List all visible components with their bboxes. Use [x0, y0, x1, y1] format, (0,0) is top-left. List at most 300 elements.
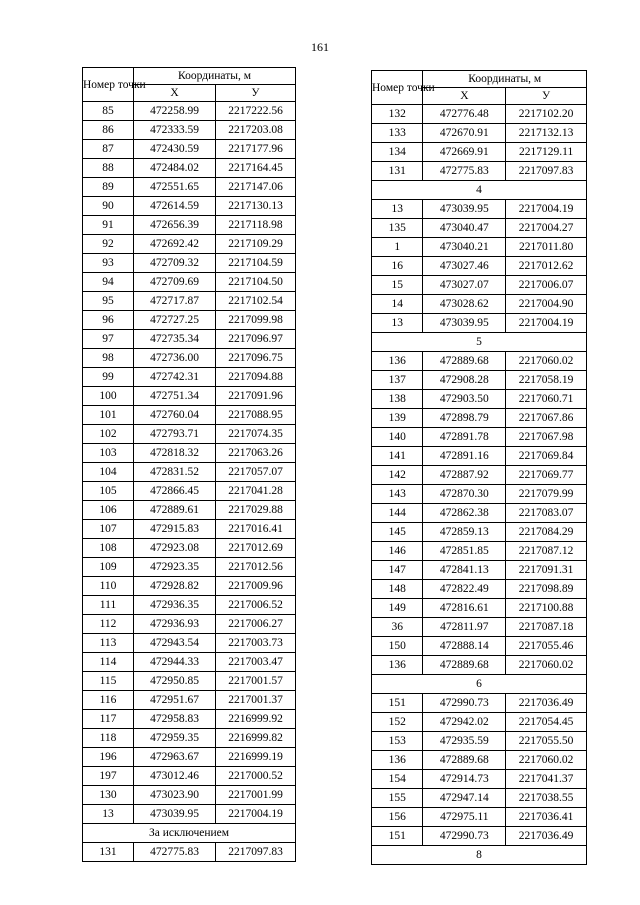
- point-number-header: Номер точки: [83, 68, 134, 102]
- x-coordinate-cell: 472430.59: [134, 140, 216, 159]
- x-coordinate-cell: 473040.21: [423, 238, 506, 257]
- x-coordinate-cell: 472887.92: [423, 466, 506, 485]
- table-row: [83, 178, 296, 197]
- table-row: [372, 447, 587, 466]
- y-coordinate-cell: 2217060.02: [506, 656, 587, 675]
- point-number-cell: 101: [83, 406, 134, 425]
- table-row: [83, 406, 296, 425]
- point-number-cell: 88: [83, 159, 134, 178]
- point-number-cell: 130: [83, 786, 134, 805]
- point-number-cell: 36: [372, 618, 423, 637]
- point-number-cell: 104: [83, 463, 134, 482]
- point-number-cell: 145: [372, 523, 423, 542]
- x-header: X: [134, 85, 216, 102]
- table-row: [83, 653, 296, 672]
- x-header: X: [423, 88, 506, 105]
- table-row: [83, 710, 296, 729]
- x-coordinate-cell: 472870.30: [423, 485, 506, 504]
- y-coordinate-cell: 2217038.55: [506, 789, 587, 808]
- table-row: [83, 577, 296, 596]
- x-coordinate-cell: 472775.83: [134, 843, 216, 862]
- x-coordinate-cell: 473012.46: [134, 767, 216, 786]
- x-coordinate-cell: 472950.85: [134, 672, 216, 691]
- y-coordinate-cell: 2217041.28: [216, 482, 296, 501]
- table-row: [83, 634, 296, 653]
- table-row: [372, 789, 587, 808]
- x-coordinate-cell: 472923.35: [134, 558, 216, 577]
- point-number-cell: 151: [372, 694, 423, 713]
- point-number-cell: 98: [83, 349, 134, 368]
- y-coordinate-cell: 2217132.13: [506, 124, 587, 143]
- point-number-cell: 152: [372, 713, 423, 732]
- y-coordinate-cell: 2217055.46: [506, 637, 587, 656]
- point-number-cell: 140: [372, 428, 423, 447]
- point-number-cell: 112: [83, 615, 134, 634]
- y-coordinate-cell: 2217036.41: [506, 808, 587, 827]
- point-number-cell: 106: [83, 501, 134, 520]
- table-row: [83, 311, 296, 330]
- point-number-cell: 148: [372, 580, 423, 599]
- y-coordinate-cell: 2217083.07: [506, 504, 587, 523]
- y-coordinate-cell: 2217129.11: [506, 143, 587, 162]
- y-coordinate-cell: 2217001.57: [216, 672, 296, 691]
- table-row: [372, 827, 587, 846]
- y-coordinate-cell: 2217100.88: [506, 599, 587, 618]
- x-coordinate-cell: 472944.33: [134, 653, 216, 672]
- x-coordinate-cell: 472736.00: [134, 349, 216, 368]
- y-coordinate-cell: 2217084.29: [506, 523, 587, 542]
- point-number-cell: 94: [83, 273, 134, 292]
- y-coordinate-cell: 2217012.62: [506, 257, 587, 276]
- table-row: [372, 637, 587, 656]
- point-number-cell: 136: [372, 656, 423, 675]
- x-coordinate-cell: 473023.90: [134, 786, 216, 805]
- coordinates-table-right: [371, 70, 587, 865]
- x-coordinate-cell: 472935.59: [423, 732, 506, 751]
- table-row: [372, 523, 587, 542]
- table-row: [372, 371, 587, 390]
- table-row: [372, 409, 587, 428]
- table-row: [372, 276, 587, 295]
- section-label: 5: [372, 333, 587, 352]
- y-coordinate-cell: 2217164.45: [216, 159, 296, 178]
- y-coordinate-cell: 2217069.84: [506, 447, 587, 466]
- point-number-cell: 146: [372, 542, 423, 561]
- point-number-cell: 93: [83, 254, 134, 273]
- point-number-cell: 13: [83, 805, 134, 824]
- x-coordinate-cell: 472914.73: [423, 770, 506, 789]
- point-number-cell: 108: [83, 539, 134, 558]
- section-row: [83, 824, 296, 843]
- y-coordinate-cell: 2217060.02: [506, 352, 587, 371]
- table-row: [372, 542, 587, 561]
- x-coordinate-cell: 472903.50: [423, 390, 506, 409]
- y-coordinate-cell: 2217097.83: [216, 843, 296, 862]
- point-number-cell: 110: [83, 577, 134, 596]
- x-coordinate-cell: 472831.52: [134, 463, 216, 482]
- table-row: [372, 694, 587, 713]
- y-header: У: [506, 88, 587, 105]
- table-row: [83, 444, 296, 463]
- point-number-cell: 151: [372, 827, 423, 846]
- x-coordinate-cell: 472818.32: [134, 444, 216, 463]
- y-coordinate-cell: 2217074.35: [216, 425, 296, 444]
- table-row: [372, 238, 587, 257]
- table-row: [83, 273, 296, 292]
- section-row: [372, 181, 587, 200]
- table-row: [83, 843, 296, 862]
- y-coordinate-cell: 2217104.50: [216, 273, 296, 292]
- table-row: [83, 501, 296, 520]
- x-coordinate-cell: 472735.34: [134, 330, 216, 349]
- table-row: [83, 691, 296, 710]
- x-coordinate-cell: 472908.28: [423, 371, 506, 390]
- table-row: [372, 713, 587, 732]
- table-row: [372, 808, 587, 827]
- point-number-cell: 105: [83, 482, 134, 501]
- point-number-cell: 153: [372, 732, 423, 751]
- y-coordinate-cell: 2217004.90: [506, 295, 587, 314]
- y-coordinate-cell: 2217003.73: [216, 634, 296, 653]
- y-coordinate-cell: 2217012.56: [216, 558, 296, 577]
- x-coordinate-cell: 472990.73: [423, 694, 506, 713]
- table-row: [372, 314, 587, 333]
- y-coordinate-cell: 2217091.31: [506, 561, 587, 580]
- x-coordinate-cell: 472717.87: [134, 292, 216, 311]
- coordinates-table-body: [83, 102, 296, 862]
- table-row: [372, 732, 587, 751]
- point-number-cell: 85: [83, 102, 134, 121]
- y-coordinate-cell: 2217109.29: [216, 235, 296, 254]
- x-coordinate-cell: 472859.13: [423, 523, 506, 542]
- table-row: [372, 352, 587, 371]
- point-number-cell: 144: [372, 504, 423, 523]
- x-coordinate-cell: 472258.99: [134, 102, 216, 121]
- table-row: [372, 428, 587, 447]
- y-coordinate-cell: 2217006.52: [216, 596, 296, 615]
- y-coordinate-cell: 2217104.59: [216, 254, 296, 273]
- x-coordinate-cell: 472990.73: [423, 827, 506, 846]
- table-row: [83, 159, 296, 178]
- table-row: [83, 425, 296, 444]
- section-label: За исключением: [83, 824, 296, 843]
- y-header: У: [216, 85, 296, 102]
- table-row: [83, 615, 296, 634]
- y-coordinate-cell: 2217055.50: [506, 732, 587, 751]
- x-coordinate-cell: 473027.07: [423, 276, 506, 295]
- x-coordinate-cell: 472963.67: [134, 748, 216, 767]
- section-label: 8: [372, 846, 587, 865]
- x-coordinate-cell: 472975.11: [423, 808, 506, 827]
- point-number-cell: 115: [83, 672, 134, 691]
- coordinates-header: Координаты, м: [134, 68, 296, 85]
- y-coordinate-cell: 2217096.97: [216, 330, 296, 349]
- x-coordinate-cell: 472947.14: [423, 789, 506, 808]
- y-coordinate-cell: 2217099.98: [216, 311, 296, 330]
- y-coordinate-cell: 2217004.19: [506, 314, 587, 333]
- table-row: [372, 599, 587, 618]
- x-coordinate-cell: 472484.02: [134, 159, 216, 178]
- y-coordinate-cell: 2217060.71: [506, 390, 587, 409]
- y-coordinate-cell: 2217036.49: [506, 694, 587, 713]
- y-coordinate-cell: 2217054.45: [506, 713, 587, 732]
- x-coordinate-cell: 472760.04: [134, 406, 216, 425]
- y-coordinate-cell: 2216999.92: [216, 710, 296, 729]
- table-row: [83, 786, 296, 805]
- table-row: [83, 729, 296, 748]
- point-number-cell: 149: [372, 599, 423, 618]
- x-coordinate-cell: 472889.61: [134, 501, 216, 520]
- y-coordinate-cell: 2217102.54: [216, 292, 296, 311]
- y-coordinate-cell: 2217011.80: [506, 238, 587, 257]
- y-coordinate-cell: 2217012.69: [216, 539, 296, 558]
- y-coordinate-cell: 2217029.88: [216, 501, 296, 520]
- table-row: [83, 235, 296, 254]
- table-row: [372, 504, 587, 523]
- y-coordinate-cell: 2217060.02: [506, 751, 587, 770]
- point-number-cell: 136: [372, 751, 423, 770]
- table-row: [83, 805, 296, 824]
- y-coordinate-cell: 2217058.19: [506, 371, 587, 390]
- table-row: [83, 482, 296, 501]
- x-coordinate-cell: 472936.93: [134, 615, 216, 634]
- point-number-cell: 138: [372, 390, 423, 409]
- point-number-cell: 13: [372, 314, 423, 333]
- point-number-cell: 99: [83, 368, 134, 387]
- x-coordinate-cell: 472862.38: [423, 504, 506, 523]
- table-row: [372, 770, 587, 789]
- table-row: [83, 349, 296, 368]
- point-number-cell: 156: [372, 808, 423, 827]
- point-number-cell: 131: [372, 162, 423, 181]
- point-number-cell: 134: [372, 143, 423, 162]
- y-coordinate-cell: 2217001.99: [216, 786, 296, 805]
- y-coordinate-cell: 2217067.98: [506, 428, 587, 447]
- point-number-cell: 87: [83, 140, 134, 159]
- y-coordinate-cell: 2217006.07: [506, 276, 587, 295]
- y-coordinate-cell: 2217087.12: [506, 542, 587, 561]
- x-coordinate-cell: 472742.31: [134, 368, 216, 387]
- y-coordinate-cell: 2217004.19: [506, 200, 587, 219]
- x-coordinate-cell: 473027.46: [423, 257, 506, 276]
- table-row: [372, 618, 587, 637]
- section-label: 4: [372, 181, 587, 200]
- y-coordinate-cell: 2217001.37: [216, 691, 296, 710]
- table-row: [83, 368, 296, 387]
- point-number-cell: 14: [372, 295, 423, 314]
- table-row: [83, 254, 296, 273]
- y-coordinate-cell: 2217067.86: [506, 409, 587, 428]
- table-row: [83, 330, 296, 349]
- x-coordinate-cell: 472793.71: [134, 425, 216, 444]
- x-coordinate-cell: 472951.67: [134, 691, 216, 710]
- x-coordinate-cell: 472936.35: [134, 596, 216, 615]
- x-coordinate-cell: 472670.91: [423, 124, 506, 143]
- point-number-cell: 96: [83, 311, 134, 330]
- point-number-cell: 131: [83, 843, 134, 862]
- x-coordinate-cell: 473040.47: [423, 219, 506, 238]
- y-coordinate-cell: 2217000.52: [216, 767, 296, 786]
- y-coordinate-cell: 2217016.41: [216, 520, 296, 539]
- x-coordinate-cell: 472709.69: [134, 273, 216, 292]
- point-number-cell: 103: [83, 444, 134, 463]
- table-row: [372, 162, 587, 181]
- table-row: [83, 539, 296, 558]
- point-number-cell: 197: [83, 767, 134, 786]
- point-number-cell: 107: [83, 520, 134, 539]
- table-row: [372, 105, 587, 124]
- table-row: [372, 124, 587, 143]
- x-coordinate-cell: 472866.45: [134, 482, 216, 501]
- table-row: [83, 216, 296, 235]
- point-number-cell: 116: [83, 691, 134, 710]
- point-number-cell: 102: [83, 425, 134, 444]
- table-row: [372, 295, 587, 314]
- x-coordinate-cell: 472333.59: [134, 121, 216, 140]
- point-number-cell: 154: [372, 770, 423, 789]
- x-coordinate-cell: 472898.79: [423, 409, 506, 428]
- x-coordinate-cell: 472888.14: [423, 637, 506, 656]
- y-coordinate-cell: 2217069.77: [506, 466, 587, 485]
- x-coordinate-cell: 472889.68: [423, 656, 506, 675]
- table-row: [83, 387, 296, 406]
- x-coordinate-cell: 472889.68: [423, 352, 506, 371]
- y-coordinate-cell: 2217098.89: [506, 580, 587, 599]
- table-row: [83, 121, 296, 140]
- table-row: [83, 558, 296, 577]
- y-coordinate-cell: 2217009.96: [216, 577, 296, 596]
- point-number-cell: 114: [83, 653, 134, 672]
- x-coordinate-cell: 473039.95: [423, 314, 506, 333]
- point-number-cell: 135: [372, 219, 423, 238]
- table-row: [83, 140, 296, 159]
- table-row: [83, 197, 296, 216]
- y-coordinate-cell: 2217087.18: [506, 618, 587, 637]
- point-number-cell: 150: [372, 637, 423, 656]
- table-row: [372, 143, 587, 162]
- point-number-cell: 86: [83, 121, 134, 140]
- y-coordinate-cell: 2217118.98: [216, 216, 296, 235]
- table-row: [83, 672, 296, 691]
- y-coordinate-cell: 2217057.07: [216, 463, 296, 482]
- x-coordinate-cell: 472776.48: [423, 105, 506, 124]
- table-row: [372, 561, 587, 580]
- x-coordinate-cell: 472775.83: [423, 162, 506, 181]
- x-coordinate-cell: 472751.34: [134, 387, 216, 406]
- x-coordinate-cell: 472727.25: [134, 311, 216, 330]
- point-number-cell: 196: [83, 748, 134, 767]
- point-number-cell: 142: [372, 466, 423, 485]
- x-coordinate-cell: 472811.97: [423, 618, 506, 637]
- point-number-cell: 118: [83, 729, 134, 748]
- y-coordinate-cell: 2216999.82: [216, 729, 296, 748]
- x-coordinate-cell: 472656.39: [134, 216, 216, 235]
- table-row: [83, 292, 296, 311]
- section-row: [372, 675, 587, 694]
- coordinates-header: Координаты, м: [423, 71, 587, 88]
- x-coordinate-cell: 472709.32: [134, 254, 216, 273]
- table-row: [372, 656, 587, 675]
- point-number-cell: 155: [372, 789, 423, 808]
- point-number-cell: 117: [83, 710, 134, 729]
- point-number-cell: 139: [372, 409, 423, 428]
- table-row: [83, 748, 296, 767]
- x-coordinate-cell: 472928.82: [134, 577, 216, 596]
- y-coordinate-cell: 2217147.06: [216, 178, 296, 197]
- x-coordinate-cell: 472891.78: [423, 428, 506, 447]
- table-row: [372, 580, 587, 599]
- y-coordinate-cell: 2217096.75: [216, 349, 296, 368]
- x-coordinate-cell: 472614.59: [134, 197, 216, 216]
- y-coordinate-cell: 2217130.13: [216, 197, 296, 216]
- page-number: 161: [311, 40, 329, 54]
- table-row: [372, 257, 587, 276]
- x-coordinate-cell: 472942.02: [423, 713, 506, 732]
- x-coordinate-cell: 472889.68: [423, 751, 506, 770]
- y-coordinate-cell: 2216999.19: [216, 748, 296, 767]
- point-number-cell: 143: [372, 485, 423, 504]
- y-coordinate-cell: 2217006.27: [216, 615, 296, 634]
- x-coordinate-cell: 472551.65: [134, 178, 216, 197]
- table-row: [372, 219, 587, 238]
- section-row: [372, 846, 587, 865]
- point-number-cell: 147: [372, 561, 423, 580]
- y-coordinate-cell: 2217088.95: [216, 406, 296, 425]
- point-number-cell: 1: [372, 238, 423, 257]
- y-coordinate-cell: 2217094.88: [216, 368, 296, 387]
- y-coordinate-cell: 2217091.96: [216, 387, 296, 406]
- x-coordinate-cell: 472816.61: [423, 599, 506, 618]
- x-coordinate-cell: 472822.49: [423, 580, 506, 599]
- y-coordinate-cell: 2217063.26: [216, 444, 296, 463]
- x-coordinate-cell: 472943.54: [134, 634, 216, 653]
- table-row: [372, 466, 587, 485]
- point-number-cell: 92: [83, 235, 134, 254]
- x-coordinate-cell: 473028.62: [423, 295, 506, 314]
- point-number-cell: 100: [83, 387, 134, 406]
- x-coordinate-cell: 472851.85: [423, 542, 506, 561]
- y-coordinate-cell: 2217097.83: [506, 162, 587, 181]
- point-number-cell: 95: [83, 292, 134, 311]
- table-row: [83, 102, 296, 121]
- point-number-cell: 132: [372, 105, 423, 124]
- x-coordinate-cell: 472692.42: [134, 235, 216, 254]
- y-coordinate-cell: 2217004.27: [506, 219, 587, 238]
- table-row: [83, 520, 296, 539]
- table-row: [372, 200, 587, 219]
- y-coordinate-cell: 2217041.37: [506, 770, 587, 789]
- point-number-cell: 136: [372, 352, 423, 371]
- x-coordinate-cell: 473039.95: [423, 200, 506, 219]
- x-coordinate-cell: 472669.91: [423, 143, 506, 162]
- table-row: [83, 596, 296, 615]
- table-row: [372, 751, 587, 770]
- y-coordinate-cell: 2217079.99: [506, 485, 587, 504]
- point-number-cell: 89: [83, 178, 134, 197]
- table-row: [83, 767, 296, 786]
- x-coordinate-cell: 472959.35: [134, 729, 216, 748]
- point-number-cell: 137: [372, 371, 423, 390]
- y-coordinate-cell: 2217177.96: [216, 140, 296, 159]
- x-coordinate-cell: 473039.95: [134, 805, 216, 824]
- point-number-cell: 111: [83, 596, 134, 615]
- point-number-cell: 90: [83, 197, 134, 216]
- x-coordinate-cell: 472915.83: [134, 520, 216, 539]
- coordinates-table-left: [82, 67, 296, 862]
- point-number-cell: 91: [83, 216, 134, 235]
- point-number-cell: 16: [372, 257, 423, 276]
- x-coordinate-cell: 472841.13: [423, 561, 506, 580]
